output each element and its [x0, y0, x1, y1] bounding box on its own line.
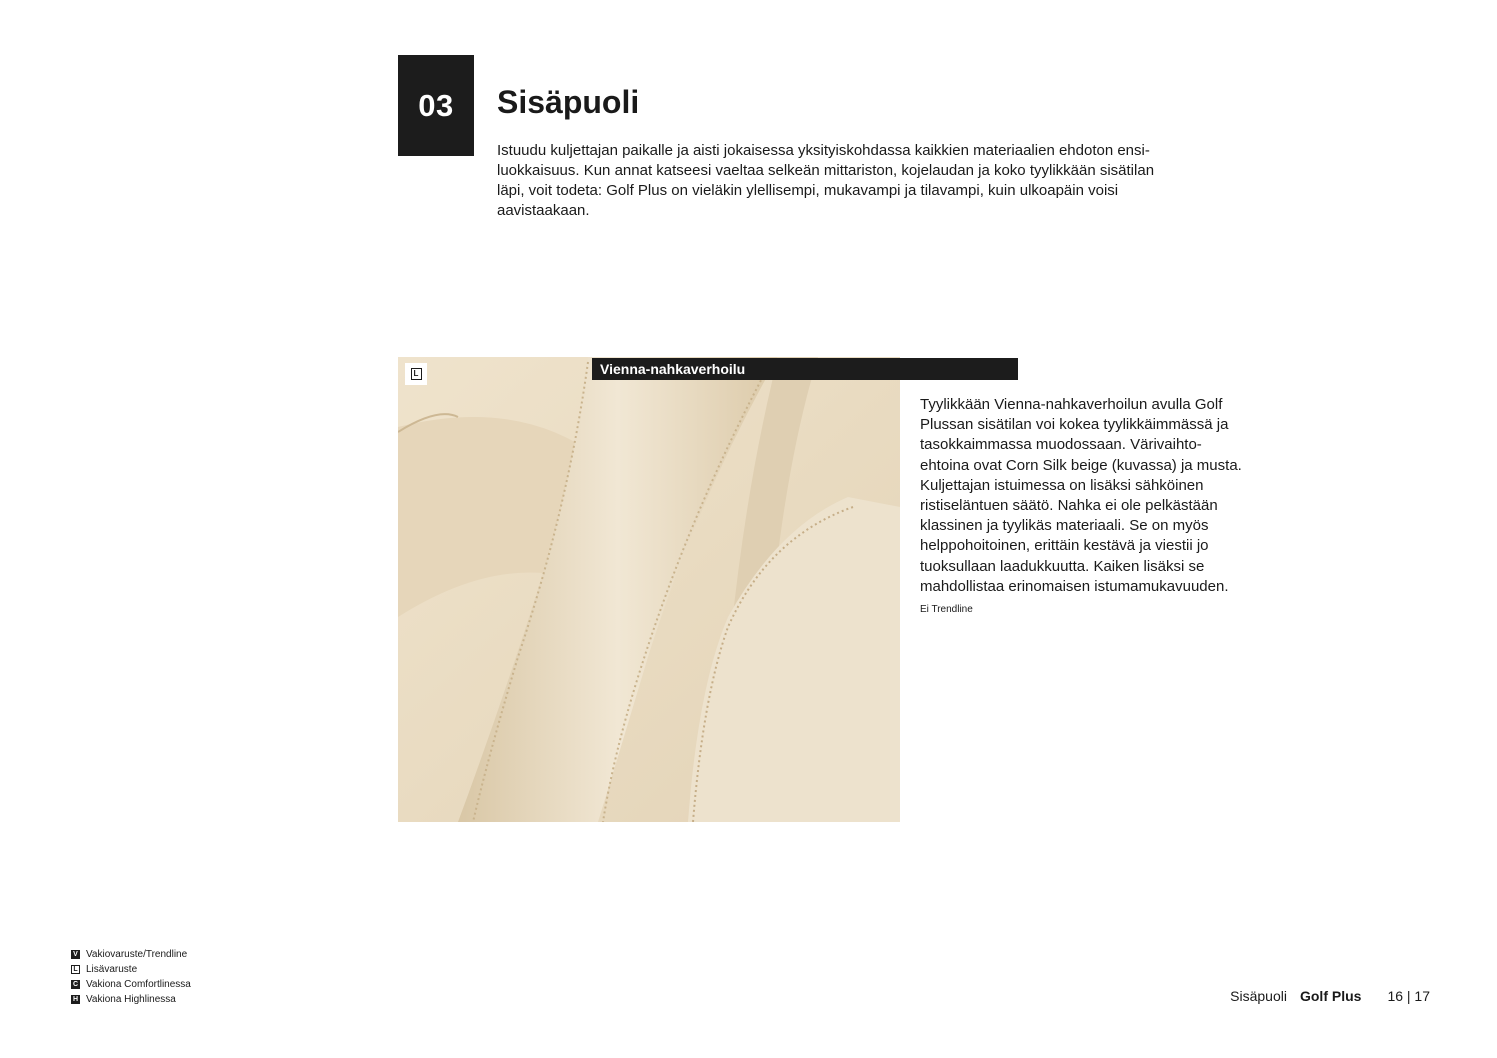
badge-letter: L — [411, 368, 422, 380]
legend-item — [71, 992, 191, 1007]
optional-equipment-badge — [405, 363, 427, 385]
legend-item — [71, 977, 191, 992]
legend-key: C — [72, 981, 79, 988]
footer-section: Sisäpuoli — [1230, 988, 1287, 1004]
equipment-legend — [71, 947, 191, 1007]
intro-paragraph: Istuudu kuljettajan paikalle ja aisti jokaisessa yksityiskohdassa kaikkien materiaalien ehdoton ensi-luokkaisuus. Kun annat katseesi vaeltaa selkeän mittariston, kojelaudan ja koko tyylikkään sisätilan läpi, voit todeta: Golf Plus on vieläkin ylellisempi, mukavampi ja tilavampi, kuin ulkoapäin voisi aavistaakaan. — [497, 142, 1155, 219]
legend-item — [71, 962, 191, 977]
chapter-number: 03 — [418, 87, 454, 123]
legend-label: Vakiona Highlinessa — [86, 994, 176, 1005]
page-footer — [1230, 988, 1430, 1004]
legend-label: Vakiovaruste/Trendline — [86, 949, 188, 960]
feature-description: Tyylikkään Vienna-nahkaverhoilun avulla Golf Plussan sisätilan voi kokea tyylikkäimmässä ja tasokkaimmassa muodossaan. Värivaihto-ehtoina ovat Corn Silk beige (kuvassa) ja musta. Kuljettajan istuimessa on lisäksi sähköinen ristiseläntuen säätö. Nahka ei ole pelkästään klassinen ja tyylikäs materiaali. Se on myös helppohoitoinen, erittäin kestävä ja viestii jo tuoksullaan laadukkuutta. Kaiken lisäksi se mahdollistaa erinomaisen istumamukavuuden. — [920, 396, 1242, 595]
legend-label: Vakiona Comfortlinessa — [86, 979, 191, 990]
caption-label: Vienna-nahkaverhoilu — [600, 361, 746, 377]
legend-key: H — [72, 996, 79, 1003]
legend-item — [71, 947, 191, 962]
footer-model: Golf Plus — [1299, 988, 1362, 1004]
leather-seat-photo — [398, 357, 900, 822]
legend-key: L — [71, 965, 80, 974]
chapter-number-box — [398, 55, 474, 156]
legend-key: V — [71, 950, 80, 959]
page-title: Sisäpuoli — [497, 84, 640, 120]
page-numbers: 16 | 17 — [1387, 988, 1430, 1004]
legend-label: Lisävaruste — [86, 964, 138, 975]
caption-bar — [592, 358, 1018, 380]
feature-note: Ei Trendline — [920, 604, 973, 615]
